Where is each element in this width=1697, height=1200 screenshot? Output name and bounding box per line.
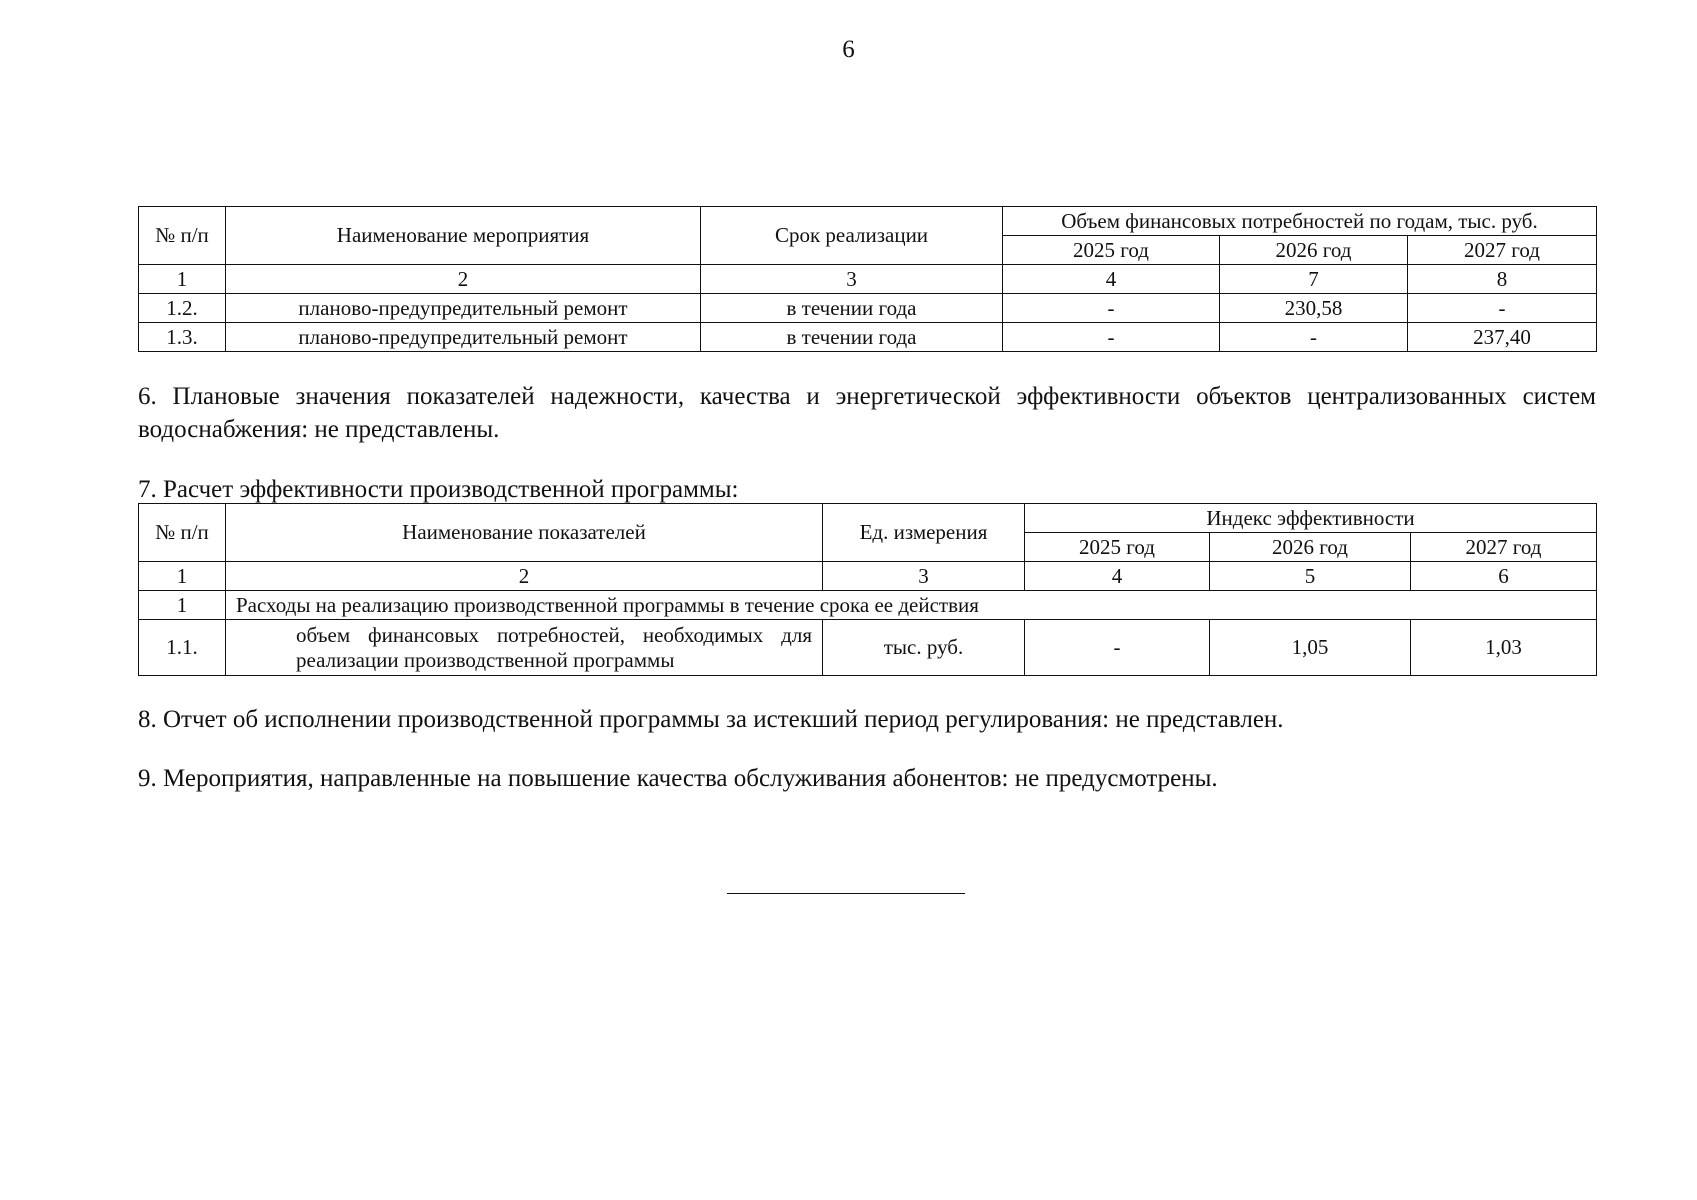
- header-num: № п/п: [139, 207, 226, 265]
- column-index: 2: [226, 265, 701, 294]
- efficiency-table: [138, 503, 1597, 676]
- row-name: планово-предупредительный ремонт: [226, 294, 701, 323]
- column-index: 4: [1025, 562, 1210, 591]
- header-measure-name: Наименование мероприятия: [226, 207, 701, 265]
- column-index-row: [139, 562, 1597, 591]
- header-year-2026: 2026 год: [1210, 533, 1411, 562]
- closing-rule: [727, 893, 965, 894]
- table-row: [139, 620, 1597, 676]
- header-num: № п/п: [139, 504, 226, 562]
- section-row: [139, 591, 1597, 620]
- row-value-2025: -: [1003, 323, 1220, 352]
- header-year-2026: 2026 год: [1220, 236, 1408, 265]
- table-row: [139, 323, 1597, 352]
- row-value-2027: 1,03: [1411, 620, 1597, 676]
- row-term: в течении года: [701, 323, 1003, 352]
- header-financial-needs: Объем финансовых потребностей по годам, тыс. руб.: [1003, 207, 1597, 236]
- column-index: 3: [823, 562, 1025, 591]
- row-value-2027: -: [1408, 294, 1597, 323]
- row-value-2026: 230,58: [1220, 294, 1408, 323]
- column-index: 4: [1003, 265, 1220, 294]
- row-value-2026: 1,05: [1210, 620, 1411, 676]
- column-index: 8: [1408, 265, 1597, 294]
- header-year-2025: 2025 год: [1003, 236, 1220, 265]
- column-index: 2: [226, 562, 823, 591]
- section-row-text: Расходы на реализацию производственной программы в течение срока ее действия: [226, 591, 1597, 620]
- row-name: планово-предупредительный ремонт: [226, 323, 701, 352]
- section-row-num: 1: [139, 591, 226, 620]
- column-index: 6: [1411, 562, 1597, 591]
- row-term: в течении года: [701, 294, 1003, 323]
- header-efficiency-index: Индекс эффективности: [1025, 504, 1597, 533]
- row-num: 1.2.: [139, 294, 226, 323]
- page-number: 6: [842, 36, 855, 63]
- section-7-title: 7. Расчет эффективности производственной программы:: [138, 476, 739, 503]
- row-num: 1.1.: [139, 620, 226, 676]
- table-header-row: [139, 207, 1597, 236]
- header-unit: Ед. измерения: [823, 504, 1025, 562]
- row-unit: тыс. руб.: [823, 620, 1025, 676]
- header-term: Срок реализации: [701, 207, 1003, 265]
- row-value-2025: -: [1025, 620, 1210, 676]
- column-index: 7: [1220, 265, 1408, 294]
- header-year-2025: 2025 год: [1025, 533, 1210, 562]
- row-value-2027: 237,40: [1408, 323, 1597, 352]
- header-year-2027: 2027 год: [1408, 236, 1597, 265]
- column-index: 3: [701, 265, 1003, 294]
- column-index: 1: [139, 562, 226, 591]
- section-6-paragraph: 6. Плановые значения показателей надежности, качества и энергетической эффективности объектов централизованных систем водоснабжения: не представлены.: [138, 383, 1596, 443]
- section-8-paragraph: 8. Отчет об исполнении производственной программы за истекший период регулирования: не представлен.: [138, 706, 1284, 733]
- row-num: 1.3.: [139, 323, 226, 352]
- section-9-paragraph: 9. Мероприятия, направленные на повышение качества обслуживания абонентов: не предусмотрены.: [138, 765, 1218, 792]
- row-value-2025: -: [1003, 294, 1220, 323]
- row-name: объем финансовых потребностей, необходимых для реализации производственной программы: [226, 620, 823, 676]
- header-year-2027: 2027 год: [1411, 533, 1597, 562]
- column-index: 5: [1210, 562, 1411, 591]
- header-indicator-name: Наименование показателей: [226, 504, 823, 562]
- row-value-2026: -: [1220, 323, 1408, 352]
- table-header-row: [139, 504, 1597, 533]
- table-row: [139, 294, 1597, 323]
- column-index-row: [139, 265, 1597, 294]
- financial-needs-table: [138, 206, 1597, 352]
- column-index: 1: [139, 265, 226, 294]
